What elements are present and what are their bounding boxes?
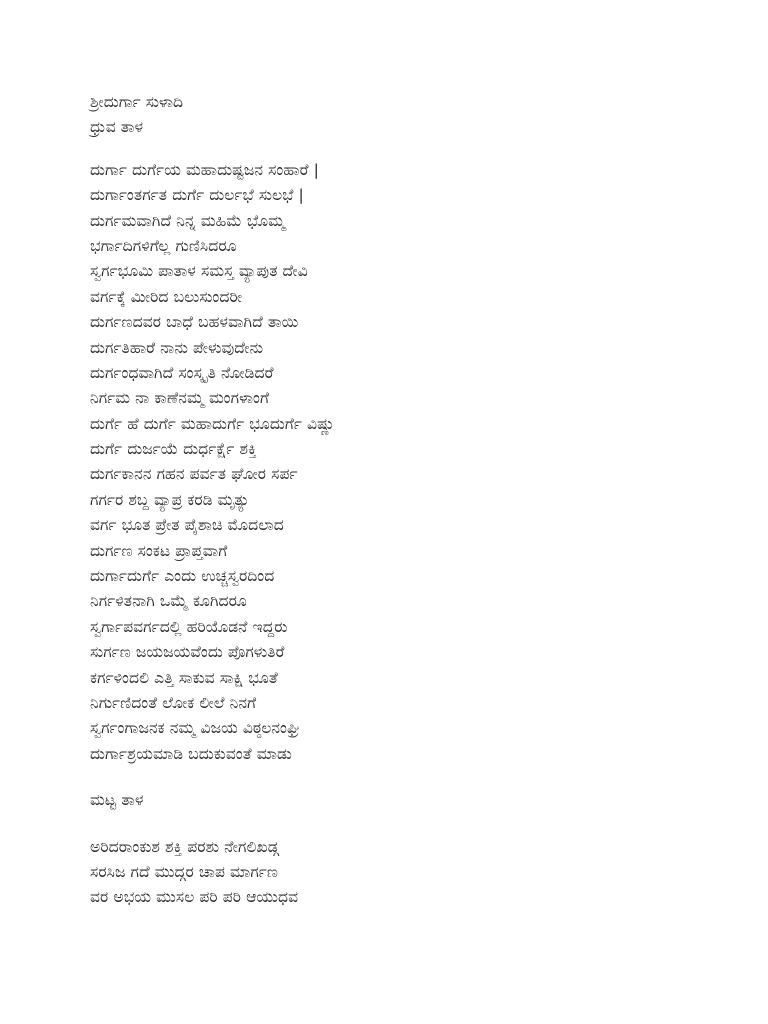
document-title: ಶ್ರೀದುರ್ಗಾ ಸುಳಾದಿ bbox=[90, 93, 184, 111]
verse-line: ಭರ್ಗಾದಿಗಳಿಗೆಲ್ಲ ಗುಣಿಸಿದರೂ bbox=[90, 236, 237, 255]
verse-line: ದುರ್ಗಣದವರ ಬಾಧೆ ಬಹಳವಾಗಿದೆ ತಾಯಿ bbox=[90, 313, 299, 332]
section-heading-dhruva: ಧ್ರುವ ತಾಳ bbox=[90, 118, 144, 137]
verse-line: ದುರ್ಗಾಂತರ್ಗತ ದುರ್ಗೆ ದುರ್ಲಭೆ ಸುಲಭೆ | bbox=[90, 186, 304, 205]
verse-line: ದುರ್ಗಂಧವಾಗಿದೆ ಸಂಸ್ಕೃತಿ ನೋಡಿದರೆ bbox=[90, 363, 274, 382]
stanza-matta bbox=[90, 835, 710, 911]
verse-line: ನಿರ್ಗುಣಿದಂತೆ ಲೋಕ ಲೀಲೆ ನಿನಗೆ bbox=[90, 693, 257, 712]
stanza-dhruva bbox=[90, 158, 710, 767]
verse-line: ವರ ಅಭಯ ಮುಸಲ ಪರಿ ಪರಿ ಆಯುಧವ bbox=[90, 888, 299, 907]
verse-line: ಗರ್ಗರ ಶಬ್ದ ವ್ಯಾಪ್ರ ಕರಡಿ ಮೃತ್ಯು bbox=[90, 490, 250, 509]
verse-line: ಸರಸಿಜ ಗದೆ ಮುದ್ಗರ ಚಾಪ ಮಾರ್ಗಣ bbox=[90, 862, 278, 881]
verse-line: ಕರ್ಗಳಿಂದಲಿ ಎತ್ತಿ ಸಾಕುವ ಸಾಕ್ಷಿ ಭೂತೆ bbox=[90, 668, 278, 687]
verse-line: ನಿರ್ಗಮ ನಾ ಕಾಣೆನಮ್ಮ ಮಂಗಳಾಂಗೆ bbox=[90, 389, 270, 408]
document-body bbox=[90, 90, 710, 911]
spacer bbox=[90, 814, 710, 835]
verse-line: ದುರ್ಗೆ ಹೆ ದುರ್ಗೆ ಮಹಾದುರ್ಗೆ ಭೂದುರ್ಗೆ ವಿಷ್ಣು bbox=[90, 414, 335, 433]
verse-line: ದುರ್ಗತಿಹಾರೆ ನಾನು ಪೇಳುವುದೇನು bbox=[90, 338, 264, 357]
section-heading-matta: ಮಟ್ಟ ತಾಳ bbox=[90, 791, 144, 810]
verse-line: ದುರ್ಗೆ ದುರ್ಜಯೆ ದುರ್ಧರ್ಕ್ಷೆ ಶಕ್ತಿ bbox=[90, 440, 257, 459]
verse-line: ಸುರ್ಗಣ ಜಯಜಯವೆಂದು ಪೊಗಳುತಿರೆ bbox=[90, 643, 285, 662]
verse-line: ದುರ್ಗಾದುರ್ಗೆ ಎಂದು ಉಚ್ಚಸ್ವರದಿಂದ bbox=[90, 567, 275, 586]
spacer bbox=[90, 141, 710, 158]
verse-line: ಸ್ವರ್ಗಭೂಮಿ ಪಾತಾಳ ಸಮಸ್ತ ವ್ಯಾಪುತ ದೇವಿ bbox=[90, 262, 308, 281]
verse-line: ದುರ್ಗಮವಾಗಿದೆ ನಿನ್ನ ಮಹಿಮೆ ಭೊಮ್ಮ bbox=[90, 211, 286, 230]
verse-line: ದುರ್ಗಕಾನನ ಗಹನ ಪರ್ವತ ಘೋರ ಸರ್ಪ bbox=[90, 465, 298, 484]
verse-line: ನಿರ್ಗಳಿತನಾಗಿ ಒಮ್ಮೆ ಕೂಗಿದರೂ bbox=[90, 592, 247, 611]
verse-line: ದುರ್ಗಣ ಸಂಕಟ ಪ್ರಾಪ್ತವಾಗೆ bbox=[90, 541, 228, 560]
verse-line: ಸ್ವರ್ಗಾಪವರ್ಗದಲ್ಲಿ ಹರಿಯೊಡನೆ ಇದ್ದರು bbox=[90, 617, 288, 636]
verse-line: ಸ್ವರ್ಗಂಗಾಜನಕ ನಮ್ಮ ವಿಜಯ ವಿಠ್ಠಲನಂಘ್ರಿ bbox=[90, 719, 300, 738]
spacer bbox=[90, 767, 710, 788]
verse-line: ವರ್ಗ ಭೂತ ಪ್ರೇತ ಪೈಶಾಚಿ ಮೊದಲಾದ bbox=[90, 516, 284, 535]
verse-line: ವರ್ಗಕ್ಕೆ ಮೀರಿದ ಬಲುಸುಂದರೀ bbox=[90, 287, 243, 306]
verse-line: ದುರ್ಗಾ ದುರ್ಗೆಯ ಮಹಾದುಷ್ಟಜನ ಸಂಹಾರೆ | bbox=[90, 160, 319, 179]
verse-line: ಅರಿದರಾಂಕುಶ ಶಕ್ತಿ ಪರಶು ನೇಗಲಿಖಡ್ಗ bbox=[90, 837, 279, 856]
verse-line: ದುರ್ಗಾಶ್ರಯಮಾಡಿ ಬದುಕುವಂತೆ ಮಾಡು bbox=[90, 744, 292, 763]
